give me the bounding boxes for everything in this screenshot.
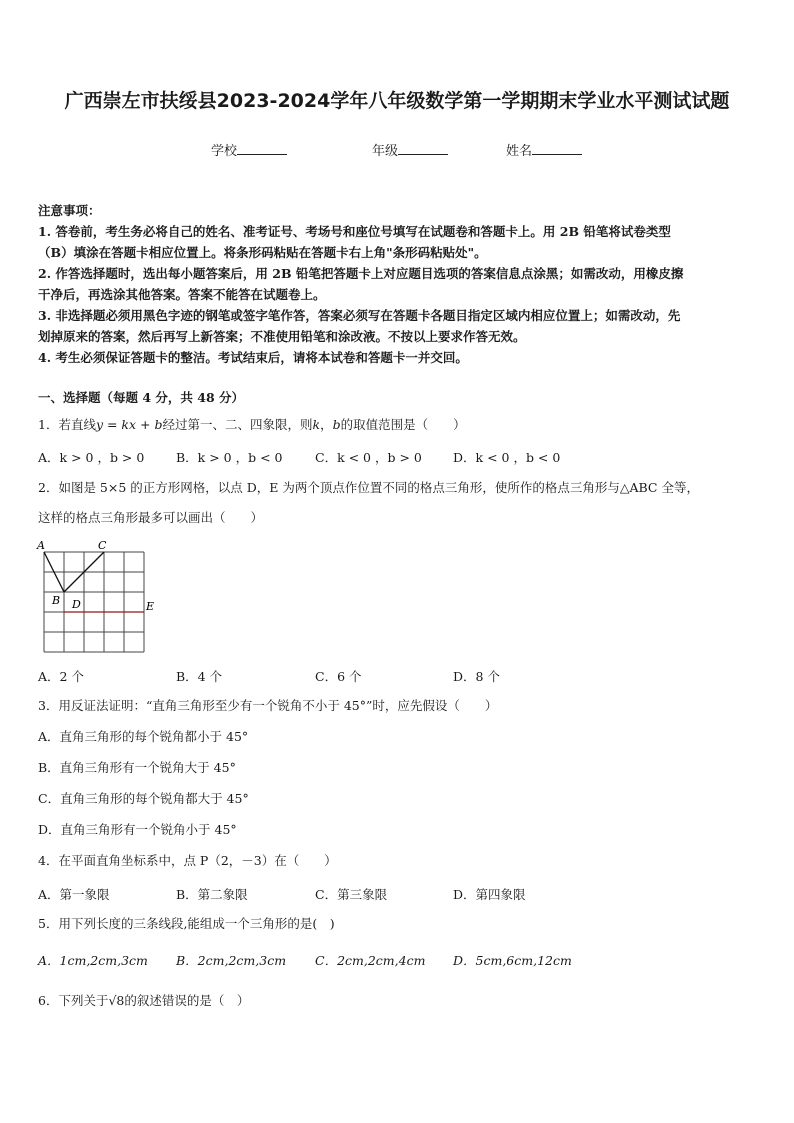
notes-line-4: 干净后，再选涂其他答案。答案不能答在试题卷上。 xyxy=(38,287,326,302)
q6-radical: √8 xyxy=(108,993,125,1008)
name-field xyxy=(506,140,582,159)
notes-line-7: 4. 考生必须保证答题卡的整洁。考试结束后，请将本试卷和答题卡一并交回。 xyxy=(38,350,468,365)
q6-stem-a: 6．下列关于 xyxy=(38,993,109,1008)
name-label: 姓名 xyxy=(506,144,533,159)
notes-line-3: 2. 作答选择题时，选出每小题答案后，用 2B 铅笔把答题卡上对应题目选项的答案信息点涂黑；如需改动，用橡皮擦 xyxy=(38,266,684,281)
notes-line-1: 1. 答卷前，考生务必将自己的姓名、准考证号、考场号和座位号填写在试题卷和答题卡上。用 2B 铅笔将试卷类型 xyxy=(38,224,671,239)
q1-b: b xyxy=(332,417,341,432)
q2-option-c: C．6 个 xyxy=(315,669,362,684)
q4-option-d: D．第四象限 xyxy=(453,887,526,902)
question-2-line-2: 这样的格点三角形最多可以画出（ ） xyxy=(38,510,264,525)
grade-label: 年级 xyxy=(372,144,399,159)
question-3-stem: 3．用反证法证明：“直角三角形至少有一个锐角不小于 45°”时，应先假设（ ） xyxy=(38,698,498,713)
question-1-stem xyxy=(38,417,466,433)
exam-title: 广西崇左市扶绥县2023-2024学年八年级数学第一学期期末学业水平测试试题 xyxy=(64,90,730,112)
label-e: E xyxy=(146,600,155,613)
q4-option-c: C．第三象限 xyxy=(315,887,388,902)
label-c: C xyxy=(98,539,107,552)
grade-field xyxy=(372,140,448,159)
q3-option-d: D．直角三角形有一个锐角小于 45° xyxy=(38,822,237,837)
q1-stem-c: 的取值范围是（ ） xyxy=(340,417,466,432)
q2-option-d: D．8 个 xyxy=(453,669,500,684)
q3-option-c: C．直角三角形的每个锐角都大于 45° xyxy=(38,791,249,806)
q1-comma: ， xyxy=(320,417,333,432)
q6-stem-b: 的叙述错误的是（ ） xyxy=(124,993,250,1008)
q3-option-b: B．直角三角形有一个锐角大于 45° xyxy=(38,760,236,775)
school-field xyxy=(211,140,287,159)
school-blank xyxy=(237,142,287,155)
q1-stem-b: 经过第一、二、四象限，则 xyxy=(162,417,313,432)
q1-option-b: B．k > 0 ，b < 0 xyxy=(176,450,283,465)
question-4-stem: 4．在平面直角坐标系中，点 P（2，－3）在（ ） xyxy=(38,853,337,868)
q1-option-c: C．k < 0 ，b > 0 xyxy=(315,450,422,465)
q1-formula: y = kx + b xyxy=(95,417,163,432)
notes-line-2: （B）填涂在答题卡相应位置上。将条形码粘贴在答题卡右上角"条形码粘贴处"。 xyxy=(38,245,487,260)
name-blank xyxy=(532,142,582,155)
q5-option-b: B．2cm,2cm,3cm xyxy=(176,953,287,968)
q5-option-c: C．2cm,2cm,4cm xyxy=(315,953,426,968)
q4-option-a: A．第一象限 xyxy=(38,887,110,902)
label-d: D xyxy=(72,598,81,611)
question-5-stem: 5．用下列长度的三条线段,能组成一个三角形的是( ) xyxy=(38,916,335,931)
q2-option-a: A．2 个 xyxy=(38,669,84,684)
school-label: 学校 xyxy=(211,144,238,159)
question-6-stem xyxy=(38,993,249,1009)
q1-option-d: D．k < 0 ，b < 0 xyxy=(453,450,561,465)
question-2-line-1: 2．如图是 5×5 的正方形网格，以点 D，E 为两个顶点作位置不同的格点三角形，使所作的格点三角形与△ABC 全等， xyxy=(38,480,699,495)
label-b: B xyxy=(52,594,61,607)
notes-line-6: 划掉原来的答案，然后再写上新答案；不准使用铅笔和涂改液。不按以上要求作答无效。 xyxy=(38,329,526,344)
q1-stem-a: 1．若直线 xyxy=(38,417,96,432)
notes-line-5: 3. 非选择题必须用黑色字迹的钢笔或签字笔作答，答案必须写在答题卡各题目指定区域内相应位置上；如需改动，先 xyxy=(38,308,681,323)
grid-figure xyxy=(34,536,164,656)
q5-option-d: D．5cm,6cm,12cm xyxy=(453,953,572,968)
section-heading: 一、选择题（每题 4 分，共 48 分） xyxy=(38,390,245,405)
q3-option-a: A．直角三角形的每个锐角都小于 45° xyxy=(38,729,249,744)
label-a: A xyxy=(37,539,45,552)
grade-blank xyxy=(398,142,448,155)
q2-option-b: B．4 个 xyxy=(176,669,223,684)
q1-option-a: A．k > 0 ，b > 0 xyxy=(38,450,145,465)
q5-option-a: A．1cm,2cm,3cm xyxy=(38,953,148,968)
q4-option-b: B．第二象限 xyxy=(176,887,248,902)
q1-k: k xyxy=(312,417,321,432)
notes-heading: 注意事项： xyxy=(38,203,101,218)
